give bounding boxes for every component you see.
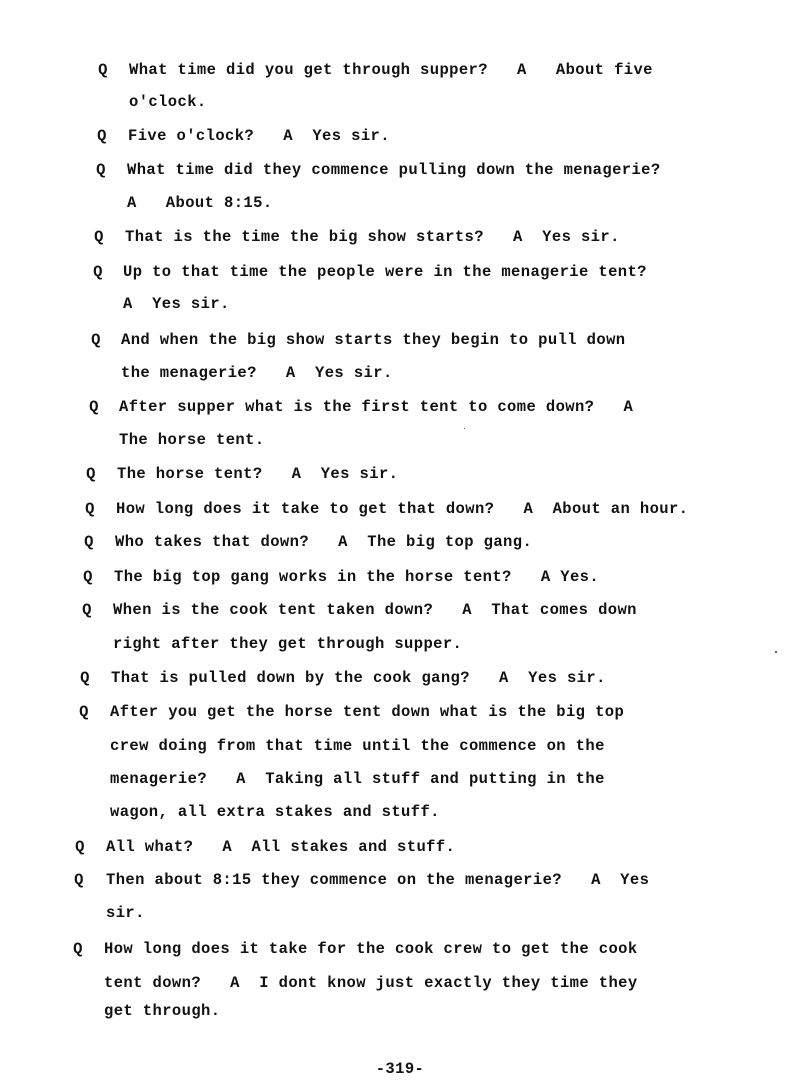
transcript-line: right after they get through supper. [113,635,463,653]
scan-speck [464,428,465,429]
transcript-line: o'clock. [129,93,207,111]
q-marker: Q [96,161,106,179]
transcript-line: After you get the horse tent down what is the big top [110,703,625,721]
transcript-line: How long does it take for the cook crew to get the cook [104,940,638,958]
transcript-line: sir. [106,904,145,922]
q-marker: Q [86,465,96,483]
q-marker: Q [89,398,99,416]
q-marker: Q [85,500,95,518]
transcript-line: A Yes sir. [123,295,230,313]
q-marker: Q [75,838,85,856]
q-marker: Q [97,127,107,145]
transcript-line: Who takes that down? A The big top gang. [115,533,533,551]
q-marker: Q [83,568,93,586]
transcript-line: What time did you get through supper? A About five [129,61,653,79]
transcript-line: get through. [104,1002,221,1020]
q-marker: Q [74,871,84,889]
transcript-line: the menagerie? A Yes sir. [121,364,393,382]
transcript-line: The horse tent? A Yes sir. [117,465,399,483]
q-marker: Q [79,703,89,721]
transcript-line: A About 8:15. [127,194,273,212]
transcript-line: That is pulled down by the cook gang? A Yes sir. [111,669,606,687]
transcript-line: The big top gang works in the horse tent? A Yes. [114,568,600,586]
transcript-line: When is the cook tent taken down? A That comes down [113,601,637,619]
q-marker: Q [98,61,108,79]
transcript-line: crew doing from that time until the commence on the [110,737,605,755]
transcript-line: What time did they commence pulling down the menagerie? [127,161,661,179]
q-marker: Q [73,940,83,958]
transcript-line: The horse tent. [119,431,265,449]
transcript-line: menagerie? A Taking all stuff and putting in the [110,770,605,788]
transcript-line: tent down? A I dont know just exactly they time they [104,974,638,992]
q-marker: Q [94,228,104,246]
transcript-line: After supper what is the first tent to come down? A [119,398,634,416]
scan-speck [775,651,777,653]
q-marker: Q [91,331,101,349]
transcript-line: That is the time the big show starts? A Yes sir. [125,228,620,246]
transcript-line: wagon, all extra stakes and stuff. [110,803,440,821]
q-marker: Q [84,533,94,551]
transcript-line: How long does it take to get that down? A About an hour. [116,500,689,518]
page-number: -319- [375,1060,425,1078]
transcript-line: Then about 8:15 they commence on the menagerie? A Yes [106,871,650,889]
q-marker: Q [82,601,92,619]
transcript-line: Up to that time the people were in the menagerie tent? [123,263,647,281]
transcript-line: And when the big show starts they begin to pull down [121,331,626,349]
q-marker: Q [93,263,103,281]
transcript-line: All what? A All stakes and stuff. [106,838,456,856]
transcript-line: Five o'clock? A Yes sir. [128,127,390,145]
q-marker: Q [80,669,90,687]
